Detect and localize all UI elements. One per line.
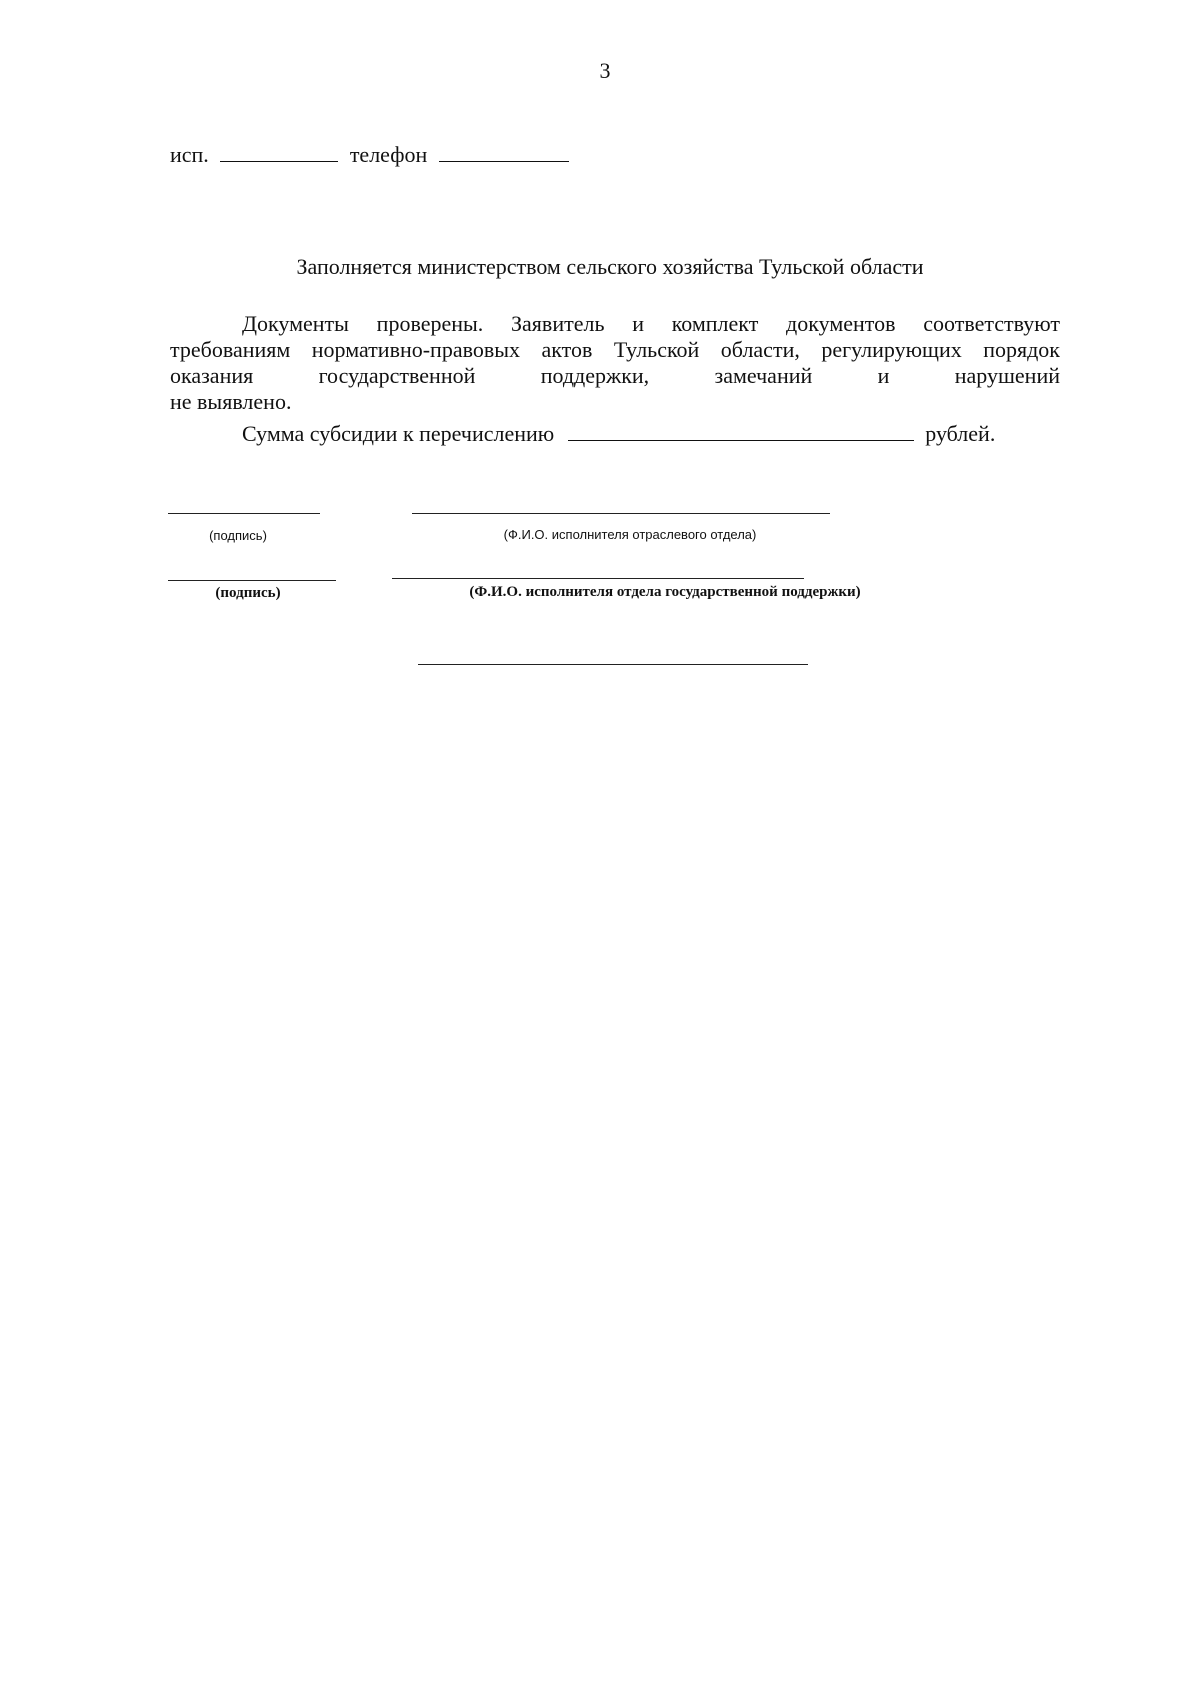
phone-blank [439, 143, 569, 162]
section-heading: Заполняется министерством сельского хозяйства Тульской области [296, 254, 924, 279]
paragraph-line-1 [170, 311, 1060, 337]
paragraph-line-3: оказания государственной поддержки, замечаний и нарушений [170, 363, 1060, 388]
trailing-blank-line [418, 664, 808, 665]
executor-blank [220, 143, 338, 162]
paragraph-line-4: не выявлено. [170, 389, 292, 414]
signature-caption-1: (подпись) [209, 528, 267, 543]
name-line-2 [392, 578, 804, 579]
signature-line-2 [168, 580, 336, 581]
name-line-1 [412, 513, 830, 514]
page-number: 3 [599, 58, 611, 83]
executor-label: исп. [170, 142, 209, 167]
phone-label: телефон [349, 142, 428, 167]
subsidy-sum-blank [568, 422, 914, 441]
signature-caption-2: (подпись) [215, 585, 281, 601]
signature-line-1 [168, 513, 320, 514]
paragraph-line-2: требованиям нормативно-правовых актов Тульской области, регулирующих порядок [170, 337, 1060, 362]
subsidy-sum-line [242, 421, 995, 447]
paragraph-line-1-text: Документы проверены. Заявитель и комплект документов соответствуют [242, 311, 1060, 336]
subsidy-sum-unit: рублей. [925, 421, 996, 446]
verification-paragraph [170, 311, 1060, 415]
contact-line [170, 142, 569, 168]
name-caption-1: (Ф.И.О. исполнителя отраслевого отдела) [503, 527, 757, 542]
subsidy-sum-label: Сумма субсидии к перечислению [242, 421, 555, 446]
name-caption-2: (Ф.И.О. исполнителя отдела государственной поддержки) [469, 584, 861, 600]
